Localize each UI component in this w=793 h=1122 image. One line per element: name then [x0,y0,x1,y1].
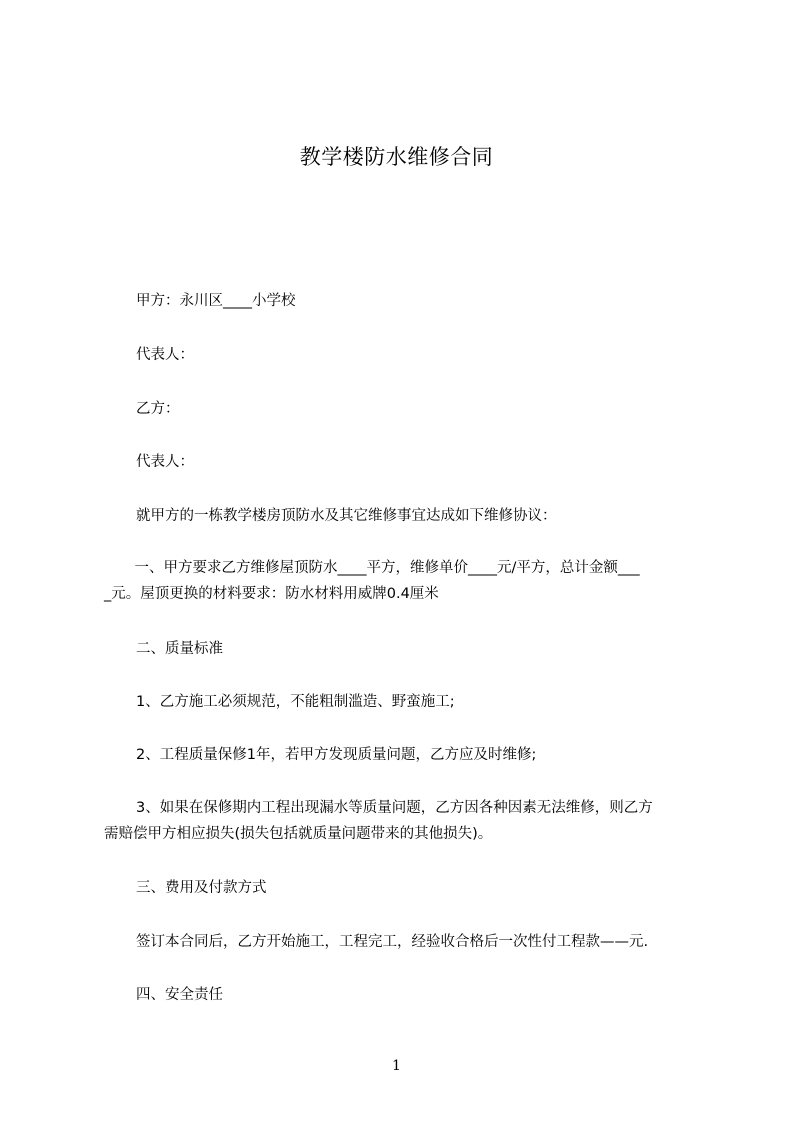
agreement-intro: 就甲方的一栋教学楼房顶防水及其它维修事宜达成如下维修协议： [136,508,557,524]
document-title: 教学楼防水维修合同 [299,145,494,169]
section-three-heading: 三、费用及付款方式 [136,880,267,896]
clause-one-line-1: 一、甲方要求乙方维修屋顶防水____平方，维修单价____元/平方，总计金额___ [120,560,640,576]
party-b-representative-line: 代表人： [136,454,194,470]
section-two-item-3-line-2: 需赔偿甲方相应损失(损失包括就质量问题带来的其他损失)。 [104,826,493,842]
party-b-line: 乙方： [136,401,180,417]
party-a-line: 甲方：永川区____小学校 [136,293,296,309]
party-a-representative-line: 代表人： [136,347,194,363]
section-two-heading: 二、质量标准 [136,641,223,657]
page-number: 1 [392,1058,401,1074]
section-four-heading: 四、安全责任 [136,987,223,1003]
section-two-item-3-line-1: 3、如果在保修期内工程出现漏水等质量问题，乙方因各种因素无法维修，则乙方 [136,800,653,816]
section-three-text: 签订本合同后，乙方开始施工，工程完工，经验收合格后一次性付工程款——元. [136,934,649,950]
clause-one-line-2: _元。屋顶更换的材料要求：防水材料用威牌0.4厘米 [104,586,439,602]
section-two-item-2: 2、工程质量保修1年，若甲方发现质量问题，乙方应及时维修; [136,747,537,763]
section-two-item-1: 1、乙方施工必须规范，不能粗制滥造、野蛮施工; [136,694,455,710]
